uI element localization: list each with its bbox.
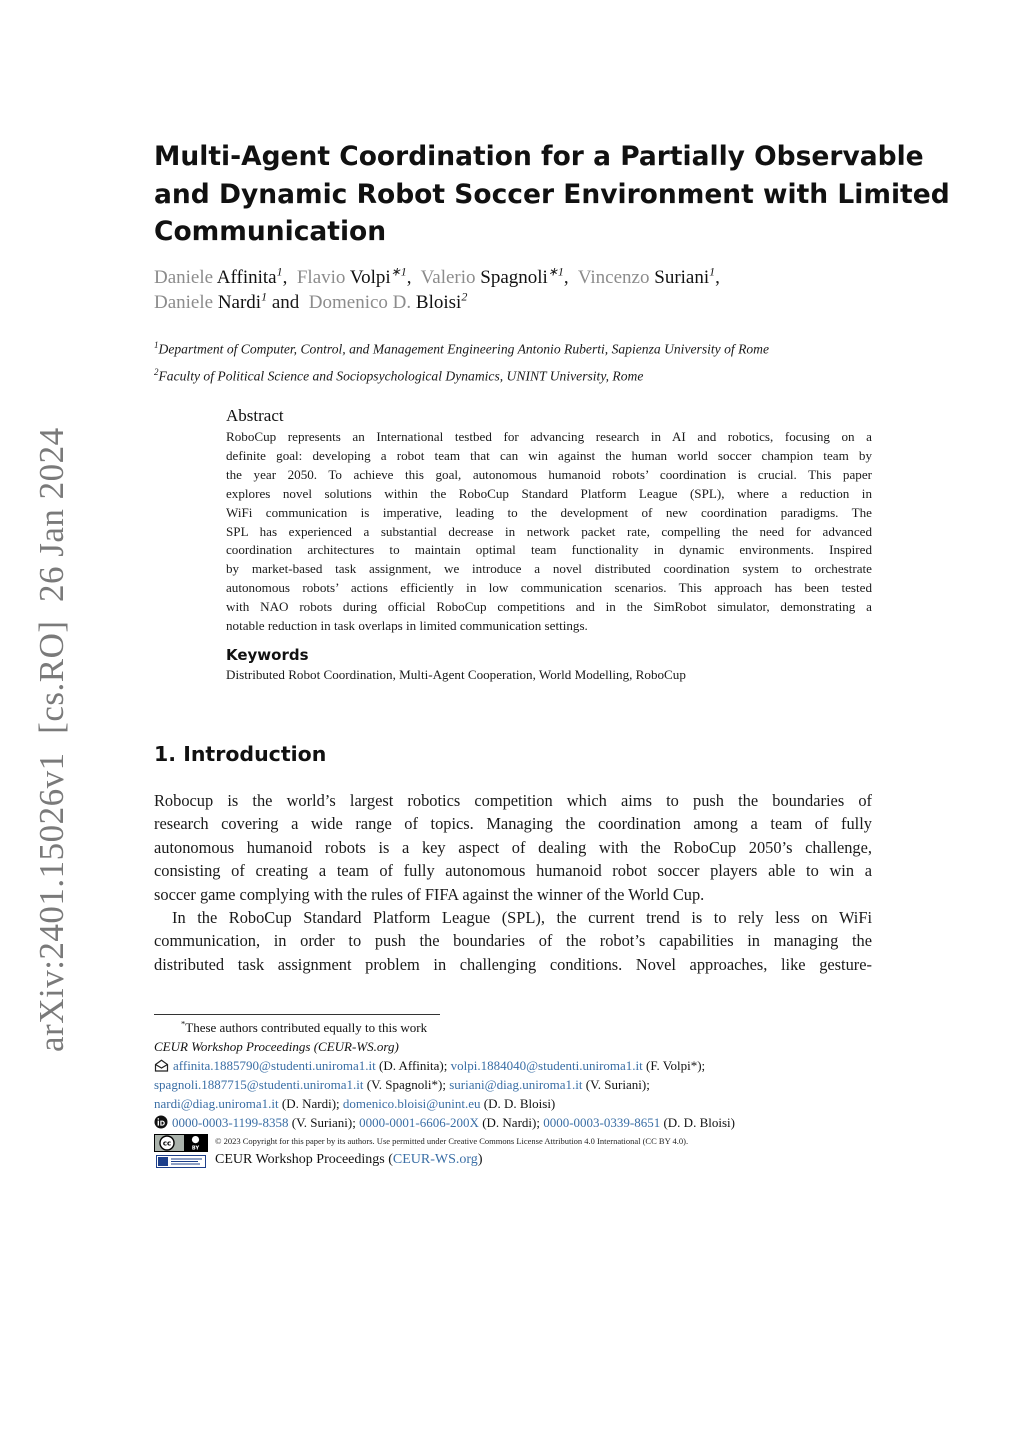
- affiliation: [154, 361, 874, 388]
- footnote-venue: CEUR Workshop Proceedings (CEUR-WS.org): [154, 1039, 399, 1054]
- abstract-line: autonomous robots’ actions efficiently in low communication scenarios. This approach has been tested: [226, 580, 872, 596]
- email-owner: (V. Suriani);: [582, 1077, 650, 1092]
- orcid-icon: [154, 1115, 168, 1129]
- footnote-text: These authors contributed equally to this work: [185, 1020, 428, 1035]
- author-given-name: Daniele: [154, 292, 214, 313]
- footnote-emails-line: [154, 1056, 874, 1075]
- ceur-link[interactable]: CEUR-WS.org: [392, 1152, 478, 1167]
- author-separator: ,: [563, 267, 578, 288]
- author-affiliation-mark: 1: [276, 264, 283, 279]
- author-family-name: Suriani: [654, 267, 710, 288]
- affiliation: [154, 334, 874, 361]
- creative-commons-by-badge: [154, 1134, 208, 1152]
- author-given-name: Valerio: [420, 267, 476, 288]
- author-separator: and: [267, 292, 309, 313]
- author: [308, 289, 468, 313]
- author: [420, 264, 564, 288]
- cc-badge-label: cc: [162, 1139, 172, 1148]
- email-link[interactable]: spagnoli.1887715@studenti.uniroma1.it: [154, 1077, 364, 1092]
- author-given-name: Daniele: [154, 267, 214, 288]
- keywords-section: [226, 646, 872, 684]
- footnote-divider: [154, 1014, 440, 1015]
- orcid-link[interactable]: 0000-0003-1199-8358: [172, 1115, 289, 1130]
- abstract-line: by market-based task assignment, we introduce a novel distributed coordination system to orchestrate: [226, 561, 872, 577]
- author-affiliation-mark: 1: [261, 289, 268, 304]
- author-affiliation-mark: 1: [709, 264, 716, 279]
- ceur-line: [154, 1152, 874, 1172]
- email-owner: (F. Volpi*);: [642, 1058, 706, 1073]
- author-affiliation-mark: ∗1: [547, 264, 564, 279]
- orcid-owner: (D. D. Bloisi): [660, 1115, 735, 1130]
- abstract-line: the year 2050. To achieve this goal, autonomous humanoid robots’ coordination is crucial. This paper: [226, 466, 872, 482]
- ceur-prefix: CEUR Workshop Proceedings (: [215, 1152, 393, 1167]
- author-list: [154, 265, 874, 315]
- orcid-owner: (V. Suriani);: [288, 1115, 360, 1130]
- author-affiliation-mark: ∗1: [390, 264, 407, 279]
- author: [577, 264, 716, 288]
- abstract-section: [226, 406, 872, 636]
- body-line: communication, in order to push the boundaries of the robot’s capabilities in managing the: [154, 931, 872, 951]
- footnote-orcid-line: [154, 1113, 874, 1132]
- affiliation-mark: 2: [154, 366, 159, 377]
- author-family-name: Volpi: [349, 267, 391, 288]
- footnotes: [154, 1018, 874, 1132]
- license-text: © 2023 Copyright for this paper by its authors. Use permitted under Creative Commons License Attribution 4.0 International (CC BY 4.0).: [215, 1136, 689, 1146]
- abstract-line: SPL has experienced a substantial decrease in network packet rate, compelling the need for advanced: [226, 523, 872, 539]
- body-line: research covering a wide range of topics. Managing the coordination among a team of fully: [154, 814, 872, 834]
- orcid-owner: (D. Nardi);: [478, 1115, 544, 1130]
- footnote-equal-contribution: [154, 1018, 874, 1037]
- email-owner: (D. Nardi);: [278, 1096, 343, 1111]
- email-link[interactable]: volpi.1884040@studenti.uniroma1.it: [450, 1058, 643, 1073]
- author-family-name: Nardi: [217, 292, 262, 313]
- author-family-name: Affinita: [216, 267, 277, 288]
- abstract-line: coordination architectures to maintain optimal team functionality in dynamic environments. Inspired: [226, 542, 872, 558]
- abstract-line: with NAO robots during official RoboCup competitions and in the SimRobot simulator, demonstrating a: [226, 599, 872, 615]
- abstract-line: explores novel solutions within the RoboCup Standard Platform League (SPL), where a reduction in: [226, 485, 872, 501]
- author-family-name: Spagnoli: [480, 267, 548, 288]
- footnote-mark: *: [181, 1018, 186, 1029]
- body-line: In the RoboCup Standard Platform League (SPL), the current trend is to rely less on WiFi: [172, 908, 872, 928]
- footnote-emails-line: [154, 1094, 874, 1113]
- body-line: autonomous humanoid robots is a key aspect of dealing with the RoboCup 2050’s challenge,: [154, 837, 872, 857]
- arxiv-identifier-stamp: arXiv:2401.15026v1 [cs.RO] 26 Jan 2024: [32, 427, 71, 1052]
- author: [154, 264, 283, 288]
- affiliation-text: Department of Computer, Control, and Management Engineering Antonio Ruberti, Sapienza University of Rome: [158, 341, 770, 357]
- body-line: distributed task assignment problem in challenging conditions. Novel approaches, like gesture-: [154, 954, 872, 974]
- by-badge-label: BY: [191, 1145, 200, 1152]
- body-line: Robocup is the world’s largest robotics competition which aims to push the boundaries of: [154, 791, 872, 810]
- email-owner: (D. Affinita);: [375, 1058, 451, 1073]
- author-given-name: Vincenzo: [577, 267, 650, 288]
- email-owner: (V. Spagnoli*);: [363, 1077, 450, 1092]
- email-link[interactable]: domenico.bloisi@unint.eu: [342, 1096, 481, 1111]
- section-heading-introduction: 1. Introduction: [154, 742, 327, 766]
- license-line: [154, 1132, 874, 1152]
- footnote-emails-line: [154, 1075, 874, 1094]
- abstract-body: [226, 428, 872, 636]
- body-line: consisting of creating a team of fully autonomous humanoid robot soccer players able to win a: [154, 861, 872, 881]
- body-line: soccer game complying with the rules of FIFA against the winner of the World Cup.: [154, 884, 705, 904]
- ceur-logo: [156, 1155, 206, 1168]
- title-line: Communication: [154, 216, 387, 247]
- keywords-text: Distributed Robot Coordination, Multi-Agent Cooperation, World Modelling, RoboCup: [226, 667, 686, 682]
- ceur-text: [215, 1152, 482, 1168]
- keywords-heading: Keywords: [226, 646, 309, 664]
- author-separator: ,: [282, 267, 297, 288]
- email-link[interactable]: affinita.1885790@studenti.uniroma1.it: [173, 1058, 376, 1073]
- author-separator: ,: [406, 267, 421, 288]
- title-line: Multi-Agent Coordination for a Partially Observable: [154, 141, 924, 172]
- paper-title: [154, 138, 950, 251]
- email-link[interactable]: suriani@diag.uniroma1.it: [449, 1077, 583, 1092]
- author-given-name: Flavio: [296, 267, 346, 288]
- introduction-body: [154, 789, 872, 976]
- abstract-heading: Abstract: [226, 406, 284, 425]
- author-family-name: Bloisi: [415, 292, 462, 313]
- abstract-line: RoboCup represents an International testbed for advancing research in AI and robotics, focusing on a: [226, 429, 872, 444]
- author: [154, 289, 268, 313]
- abstract-line: WiFi communication is imperative, leading to the development of new coordination paradigms. The: [226, 504, 872, 520]
- affiliation-text: Faculty of Political Science and Sociopsychological Dynamics, UNINT University, Rome: [158, 368, 644, 384]
- author-given-name: Domenico D.: [308, 292, 412, 313]
- ceur-suffix: ): [477, 1152, 483, 1167]
- envelope-icon: [154, 1059, 169, 1072]
- email-owner: (D. D. Bloisi): [480, 1096, 556, 1111]
- email-link[interactable]: nardi@diag.uniroma1.it: [154, 1096, 279, 1111]
- affiliation-list: [154, 334, 874, 387]
- abstract-line: definite goal: developing a robot team that can win against the human world soccer champion team by: [226, 447, 872, 463]
- abstract-line: notable reduction in task overlaps in limited communication settings.: [226, 618, 588, 634]
- orcid-link[interactable]: 0000-0003-0339-8651: [543, 1115, 661, 1130]
- orcid-link[interactable]: 0000-0001-6606-200X: [359, 1115, 479, 1130]
- author-separator: ,: [715, 267, 720, 288]
- author: [296, 264, 407, 288]
- author-affiliation-mark: 2: [461, 289, 468, 304]
- title-line: and Dynamic Robot Soccer Environment with Limited: [154, 178, 950, 210]
- affiliation-mark: 1: [154, 340, 159, 350]
